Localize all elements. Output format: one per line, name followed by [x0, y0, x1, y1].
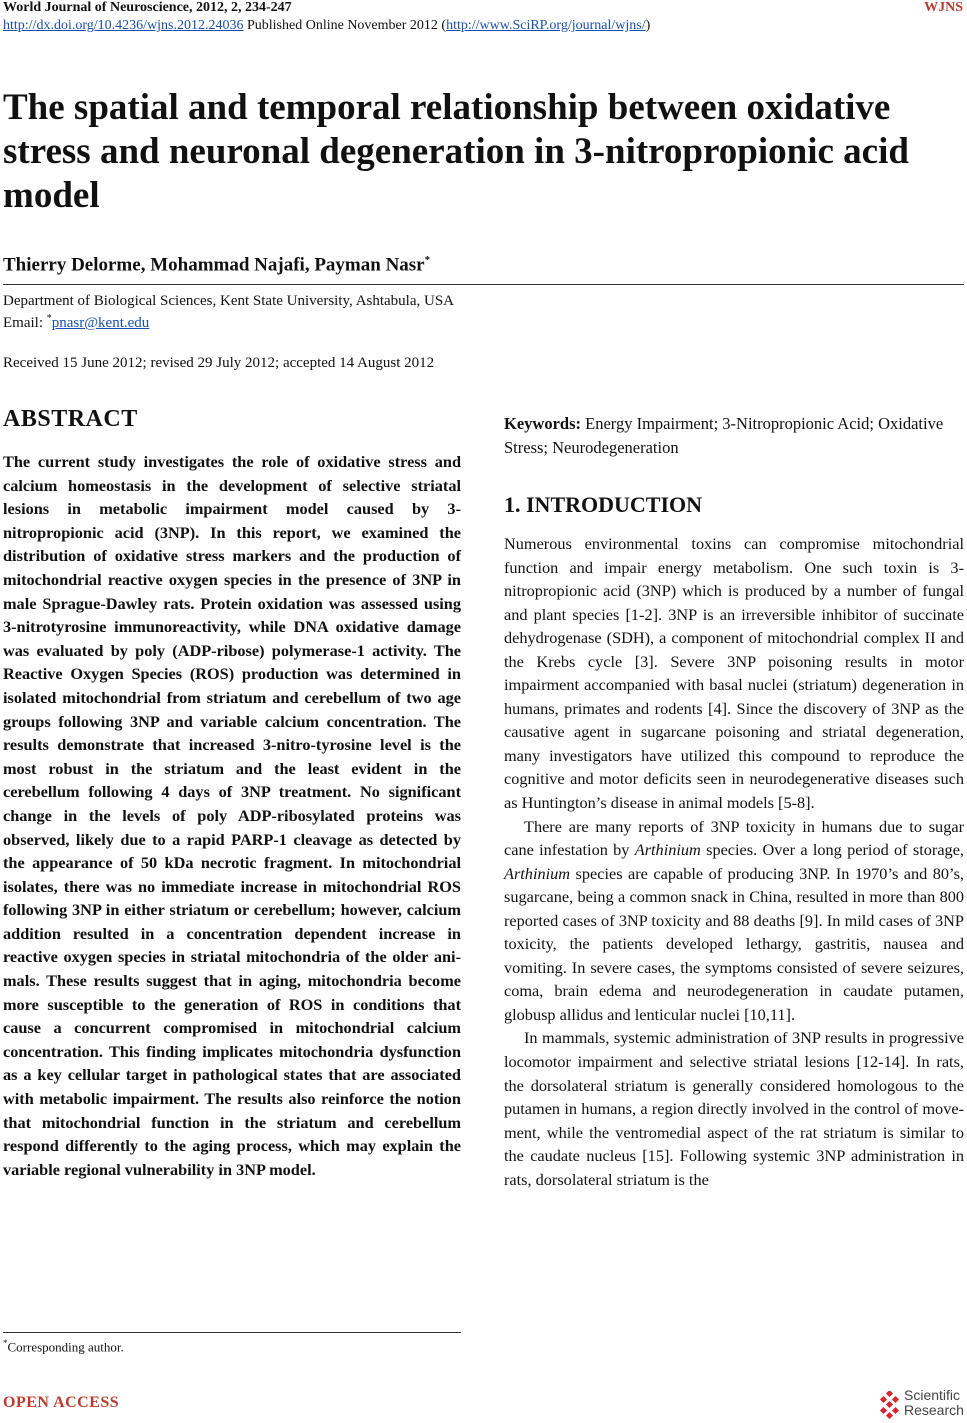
keywords: [504, 412, 962, 460]
journal-url-link[interactable]: http://www.SciRP.org/journal/wjns/: [446, 18, 646, 33]
genus-name: Arthinium: [634, 840, 701, 860]
published-text: Published Online November 2012 (: [243, 18, 447, 33]
email-line: [3, 313, 149, 332]
email-label: Email:: [3, 315, 47, 331]
footnote-mark: *: [3, 1338, 8, 1348]
intro-p2-text-c: species are capable of producing 3NP. In 1970’s and 80’s, sugarcane, being a common snack in China, resulted in more than 800 reported cases of 3NP toxicity and 88 deaths [9]. In mild cases of 3NP toxicity, the patients developed lethargy, gastritis, nausea and vomiting. In severe cases, the symptoms consisted of severe seizures, coma, brain edema and neurodegeneration in caudate putamen, globusp allidus and lenticular nuclei [10,11].: [504, 863, 964, 1024]
email-link[interactable]: pnasr@kent.edu: [51, 315, 150, 331]
close-paren: ): [645, 18, 651, 33]
intro-paragraph-1: Numerous environmental toxins can compromise mitochondrial function and impair energy metabolism. One such toxin is 3-nitropropionic acid (3NP) which is produced by a number of fungal and plant species [1-2]. 3NP is an irreversible inhibitor of succinate dehydrogenase (SDH), a component of mitochondrial complex II and the Krebs cycle [3]. Severe 3NP poisoning results in motor impairment accompanied with basal nuclei (striatum) degeneration in humans, primates and rodents [4]. Since the discovery of 3NP as the causative agent in sugarcane poisoning and striatal degeneration, many investigators have utilized this compound to reproduce the cognitive and motor deficits seen in neurodegenerative diseases such as Huntington’s disease in animal models [5-8].: [504, 534, 964, 813]
footnote: [3, 1338, 124, 1355]
abstract-heading: ABSTRACT: [3, 406, 138, 432]
keywords-text: Energy Impairment; 3-Nitropropionic Acid; Oxidative Stress; Neurodegeneration: [504, 414, 944, 457]
publisher-logo-icon: [878, 1391, 902, 1419]
publisher-name-line1: Scientific: [904, 1387, 961, 1403]
affiliation: Department of Biological Sciences, Kent State University, Ashtabula, USA: [3, 293, 455, 309]
keywords-label: Keywords:: [504, 414, 581, 433]
author-list: [3, 254, 430, 276]
author-names: Thierry Delorme, Mohammad Najafi, Payman Nasr: [3, 254, 425, 276]
paper-title: The spatial and temporal relationship between oxidative stress and neuronal degeneration in 3-nitropropionic acid model: [3, 87, 909, 216]
abstract-text: The current study investigates the role of oxidative stress and calcium homeostasis in the development of selective striatal lesions in metabolic impairment model caused by 3-nitropropionic acid (3NP). In this report, we examined the distribution of oxidative stress markers and the production of mitochondrial reactive oxygen species in the presence of 3NP in male Sprague-Dawley rats. Protein oxidation was assessed using 3-nitrotyrosine immunoreactivity, while DNA oxidative damage was evaluated by poly (ADP-ribose) polymerase-1 activity. The Reactive Oxygen Species (ROS) production was determined in isolated mitochondrial from striatum and cerebellum of two age groups following 3NP and variable calcium concentration. The results demonstrate that increased 3-nitro-tyrosine level is the most robust in the striatum and the least evident in the cerebellum following 4 days of 3NP treatment. No significant change in the levels of poly ADP-ribosylated proteins was observed, likely due to a rapid PARP-1 cleavage as detected by the appearance of 50 kDa necrotic fragment. In mitochondrial isolates, there was no immediate increase in mitochondrial ROS following 3NP in either striatum or cerebellum; however, calcium addition resulted in a concentration dependent increase in reactive oxygen species in striatal mitochondria of the older animals. These results suggest that in aging, mitochondria become more susceptible to the generation of ROS in conditions that cause a concurrent compromised in mitochondrial calcium concentration. This finding implicates mitochondria dysfunction as a key cellular target in pathological states that are associated with metabolic impairment. The results also reinforce the notion that mitochondrial function in the striatum and cerebellum respond differently to the aging process, which may explain the variable regional vulnerability in 3NP model.: [3, 452, 461, 1179]
section-heading-introduction: 1. INTRODUCTION: [504, 492, 703, 517]
publisher-name: [904, 1388, 964, 1418]
intro-p2-text-a: There are many reports of 3NP toxicity in humans due to sugar cane infestation by: [504, 816, 964, 860]
genus-name: Arthinium: [504, 863, 571, 883]
intro-p2-text-b: species. Over a long period of storage,: [700, 840, 964, 860]
title-divider: [3, 284, 964, 285]
intro-paragraph-2: [504, 815, 964, 1027]
corresponding-mark: *: [424, 254, 431, 266]
intro-paragraph-3: In mammals, systemic administration of 3NP results in progressive locomotor impairment and selective striatal lesions [12-14]. In rats, the dorsolateral striatum is generally considered homologous to the putamen in humans, a region directly involved in the control of movement, while the ventromedial aspect of the rat striatum is similar to the caudate nucleus [15]. Following systemic 3NP administration in rats, dorsolateral striatum is the: [504, 1028, 964, 1189]
scientific-research-logo: [878, 1388, 964, 1422]
publisher-name-line2: Research: [904, 1402, 964, 1418]
received-dates: Received 15 June 2012; revised 29 July 2012; accepted 14 August 2012: [3, 355, 435, 371]
footnote-divider: [3, 1332, 461, 1333]
journal-citation: World Journal of Neuroscience, 2012, 2, 234-247: [3, 0, 292, 15]
email-mark: *: [46, 313, 52, 324]
open-access-label: OPEN ACCESS: [3, 1394, 120, 1411]
publication-line: [3, 18, 650, 34]
journal-abbreviation: WJNS: [924, 0, 963, 15]
introduction-body: [504, 532, 964, 1191]
footnote-text: Corresponding author.: [7, 1339, 124, 1355]
doi-link[interactable]: http://dx.doi.org/10.4236/wjns.2012.24036: [3, 18, 244, 33]
